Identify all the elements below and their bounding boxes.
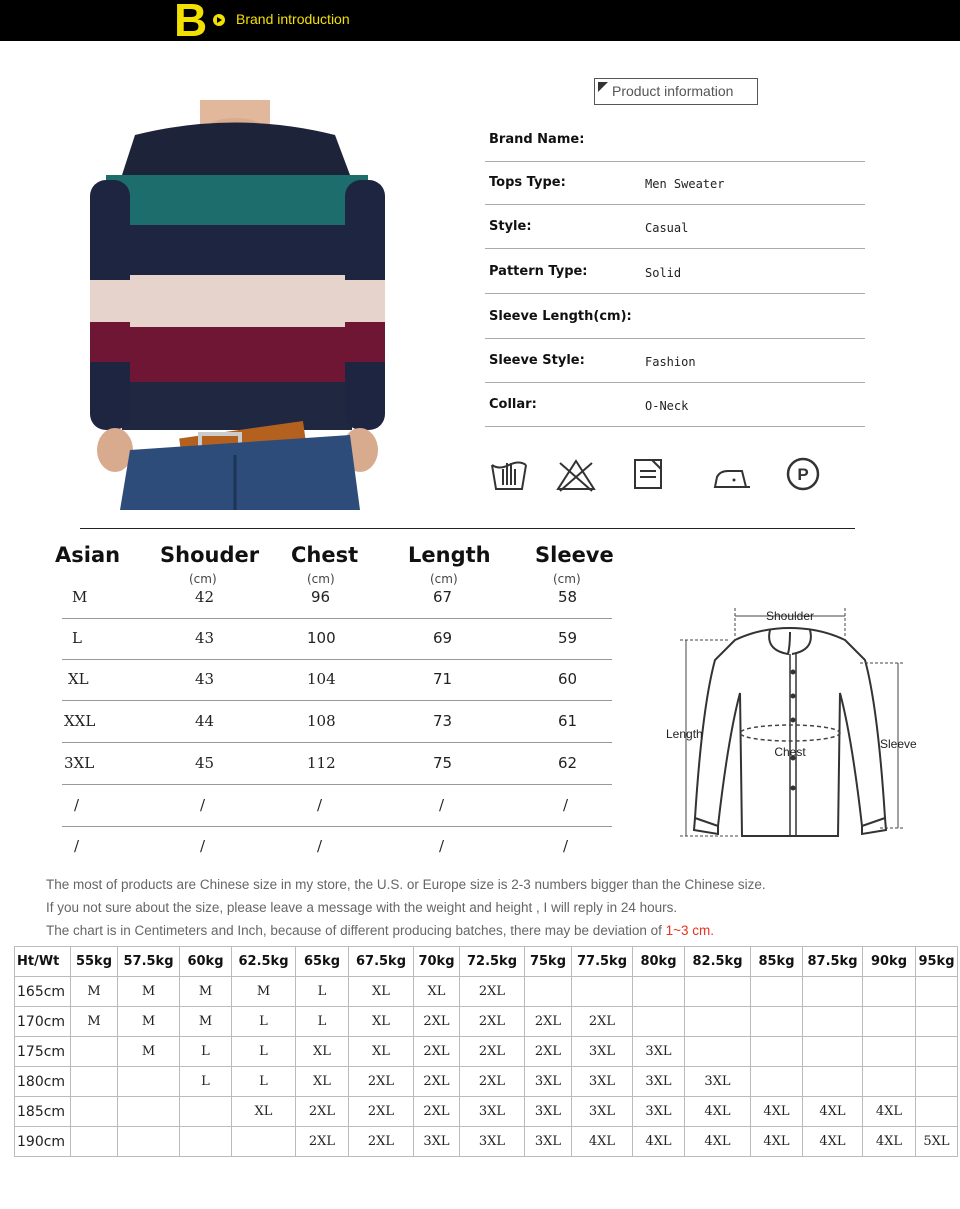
size-cell: 2XL [349,1127,414,1157]
size-cell: / [563,837,569,855]
info-value: Fashion [645,355,696,369]
section-letter: B [174,0,208,46]
size-cell: L [232,1067,296,1097]
info-row-tops-type [485,161,865,205]
size-cell: 3XL [525,1127,572,1157]
weight-header-cell: 67.5kg [349,947,414,977]
height-cell: 165cm [15,977,71,1007]
size-cell [803,1007,863,1037]
size-cell: 2XL [572,1007,633,1037]
corner-mark-icon [598,82,608,92]
size-cell [685,977,751,1007]
height-cell: 180cm [15,1067,71,1097]
size-cell: / [200,796,206,814]
size-cell: 100 [307,629,336,647]
size-cell: 4XL [572,1127,633,1157]
size-cell: 3XL [414,1127,460,1157]
size-cell: 4XL [803,1127,863,1157]
size-cell [685,1037,751,1067]
size-cell: 2XL [460,1007,525,1037]
unit-label: (cm) [553,572,581,586]
brand-header-bar [0,0,960,46]
info-label: Sleeve Length(cm): [489,309,632,324]
size-cell: 3XL [525,1097,572,1127]
size-note-2: If you not sure about the size, please leave a message with the weight and height , I will reply in 24 hours. [46,900,678,915]
size-cell [751,1067,803,1097]
size-cell: 2XL [296,1097,349,1127]
unit-label: (cm) [189,572,217,586]
info-value: O-Neck [645,399,689,413]
size-cell [803,1037,863,1067]
info-row-pattern-type [485,250,865,294]
grid-row [15,1127,958,1157]
size-cell: 2XL [349,1097,414,1127]
size-cell: M [71,977,118,1007]
size-cell: / [317,796,323,814]
size-cell: M [72,588,88,606]
size-cell: 3XL [633,1067,685,1097]
size-cell [751,1007,803,1037]
size-cell: M [118,1007,180,1037]
weight-header-cell: 95kg [916,947,958,977]
size-cell: 59 [558,629,578,647]
size-cell: M [232,977,296,1007]
size-row [62,827,612,868]
size-row [62,786,612,827]
size-row [62,744,612,785]
size-cell: 2XL [414,1007,460,1037]
size-cell: 2XL [349,1067,414,1097]
weight-header-cell: 55kg [71,947,118,977]
diagram-label-shoulder: Shoulder [765,609,815,623]
size-cell: / [439,837,445,855]
size-cell: XL [349,1037,414,1067]
size-cell [751,1037,803,1067]
size-cell: L [296,977,349,1007]
size-cell: 4XL [751,1127,803,1157]
size-cell: 2XL [414,1037,460,1067]
size-cell [180,1127,232,1157]
size-cell: 4XL [685,1097,751,1127]
size-cell [118,1067,180,1097]
size-cell: 4XL [751,1097,803,1127]
diagram-label-chest: Chest [774,745,806,759]
dry-clean-icon [785,457,825,493]
size-cell: 3XL [633,1097,685,1127]
size-cell [751,977,803,1007]
size-cell [71,1037,118,1067]
size-cell: 2XL [525,1037,572,1067]
size-cell: / [439,796,445,814]
size-cell: 4XL [633,1127,685,1157]
size-cell: L [296,1007,349,1037]
size-cell: M [118,977,180,1007]
size-cell: L [72,629,82,647]
weight-header-cell: 87.5kg [803,947,863,977]
size-cell: XL [232,1097,296,1127]
weight-header-cell: 85kg [751,947,803,977]
measurement-diagram [660,598,920,848]
size-cell: 2XL [525,1007,572,1037]
info-value: Casual [645,221,689,235]
size-cell: 58 [558,588,578,606]
size-cell: XL [349,977,414,1007]
size-cell [71,1067,118,1097]
size-cell [916,1007,958,1037]
size-cell [118,1127,180,1157]
size-row [62,619,612,660]
size-cell [71,1127,118,1157]
size-cell: 43 [195,670,215,688]
size-cell: 69 [433,629,453,647]
size-cell: 2XL [296,1127,349,1157]
hand-wash-icon [489,457,529,493]
play-icon [213,14,225,26]
size-cell [916,1097,958,1127]
size-cell: 4XL [803,1097,863,1127]
size-row [62,660,612,701]
diagram-label-sleeve: Sleeve [880,737,917,751]
size-cell: 44 [195,712,215,730]
weight-header-cell: 90kg [863,947,916,977]
size-cell [685,1007,751,1037]
diagram-label-length: Length [666,727,703,741]
size-cell [916,977,958,1007]
size-cell: 3XL [685,1067,751,1097]
size-cell: 4XL [863,1127,916,1157]
weight-header-cell: 72.5kg [460,947,525,977]
size-note-1: The most of products are Chinese size in my store, the U.S. or Europe size is 2-3 numbers bigger than the Chinese size. [46,877,766,892]
size-cell [803,977,863,1007]
size-cell: XL [349,1007,414,1037]
size-cell: / [74,837,80,855]
size-cell: 3XL [525,1067,572,1097]
size-cell [863,977,916,1007]
unit-label: (cm) [307,572,335,586]
size-cell: 5XL [916,1127,958,1157]
info-row-style [485,205,865,249]
height-cell: 190cm [15,1127,71,1157]
size-cell: 4XL [863,1097,916,1127]
size-row [62,578,612,619]
info-label: Tops Type: [489,175,566,190]
size-cell: 73 [433,712,453,730]
do-not-bleach-icon [556,457,596,493]
weight-header-cell: 82.5kg [685,947,751,977]
size-cell: 4XL [685,1127,751,1157]
size-cell [633,977,685,1007]
size-cell: 108 [307,712,336,730]
size-cell: 3XL [572,1097,633,1127]
size-cell: 43 [195,629,215,647]
size-cell [916,1037,958,1067]
weight-header-cell: 70kg [414,947,460,977]
info-row-brand [485,118,865,162]
unit-label: (cm) [430,572,458,586]
size-cell: M [71,1007,118,1037]
size-cell: / [317,837,323,855]
product-info-heading [594,78,758,105]
size-cell: XL [68,670,89,688]
size-row [62,702,612,743]
size-cell: 3XL [572,1067,633,1097]
size-cell: L [180,1067,232,1097]
info-row-sleeve-length [485,295,865,339]
info-row-collar [485,383,865,427]
col-head-chest: Chest [291,543,359,567]
size-cell: L [232,1007,296,1037]
weight-header-cell: 60kg [180,947,232,977]
size-cell: 96 [311,588,331,606]
size-cell [232,1127,296,1157]
tumble-dry-icon [630,457,670,493]
size-cell: 61 [558,712,578,730]
size-cell [803,1067,863,1097]
grid-row [15,1067,958,1097]
grid-header-row [15,947,958,977]
size-cell: 3XL [64,754,95,772]
size-cell: 71 [433,670,453,688]
size-cell: 3XL [460,1097,525,1127]
size-cell: 2XL [460,977,525,1007]
size-cell: 62 [558,754,578,772]
weight-header-cell: 75kg [525,947,572,977]
size-cell [525,977,572,1007]
height-weight-table [14,946,958,1157]
info-label: Sleeve Style: [489,353,585,368]
size-cell: M [118,1037,180,1067]
size-cell [863,1037,916,1067]
grid-row [15,977,958,1007]
size-cell: 2XL [460,1067,525,1097]
col-head-sleeve: Sleeve [535,543,614,567]
weight-header-cell: 57.5kg [118,947,180,977]
weight-header-cell: 80kg [633,947,685,977]
info-row-sleeve-style [485,339,865,383]
info-label: Collar: [489,397,537,412]
product-photo [60,100,410,510]
weight-header-cell: 62.5kg [232,947,296,977]
size-cell [916,1067,958,1097]
grid-row [15,1037,958,1067]
grid-row [15,1007,958,1037]
size-cell: 3XL [460,1127,525,1157]
size-cell: L [180,1037,232,1067]
size-cell [71,1097,118,1127]
col-head-length: Length [408,543,491,567]
product-info-title: Product information [612,83,734,99]
size-cell: 3XL [633,1037,685,1067]
section-divider [80,528,855,529]
size-cell: 112 [307,754,336,772]
size-cell: XL [296,1037,349,1067]
size-cell [118,1097,180,1127]
height-cell: 175cm [15,1037,71,1067]
size-cell [863,1067,916,1097]
size-cell [572,977,633,1007]
size-cell: 2XL [414,1097,460,1127]
size-cell: XL [414,977,460,1007]
size-cell: 45 [195,754,215,772]
iron-icon [712,457,752,493]
size-cell: L [232,1037,296,1067]
size-note-3-text: The chart is in Centimeters and Inch, because of different producing batches, there may be deviation of [46,923,666,938]
size-cell: 42 [195,588,215,606]
size-cell: 60 [558,670,578,688]
size-cell: XXL [64,712,96,730]
col-head-shoulder: Shouder [160,543,260,567]
size-cell: 2XL [414,1067,460,1097]
info-value: Men Sweater [645,177,725,191]
grid-corner-cell: Ht/Wt [15,947,71,977]
height-cell: 170cm [15,1007,71,1037]
size-cell: XL [296,1067,349,1097]
height-cell: 185cm [15,1097,71,1127]
weight-header-cell: 77.5kg [572,947,633,977]
section-title: Brand introduction [236,11,350,27]
size-cell: 75 [433,754,453,772]
size-cell: M [180,1007,232,1037]
size-cell [633,1007,685,1037]
col-head-asian: Asian [55,543,121,567]
size-cell: / [74,796,80,814]
deviation-highlight: 1~3 cm. [665,923,715,938]
size-cell: M [180,977,232,1007]
info-value: Solid [645,266,682,280]
size-cell: 2XL [460,1037,525,1067]
size-cell: / [200,837,206,855]
size-cell [863,1007,916,1037]
svg-text:P: P [797,465,809,484]
weight-header-cell: 65kg [296,947,349,977]
size-cell [180,1097,232,1127]
size-cell: 3XL [572,1037,633,1067]
info-label: Brand Name: [489,132,585,147]
info-label: Style: [489,219,532,234]
size-cell: 104 [307,670,336,688]
info-label: Pattern Type: [489,264,588,279]
size-cell: 67 [433,588,453,606]
size-note-3 [46,923,714,938]
size-cell: / [563,796,569,814]
grid-row [15,1097,958,1127]
